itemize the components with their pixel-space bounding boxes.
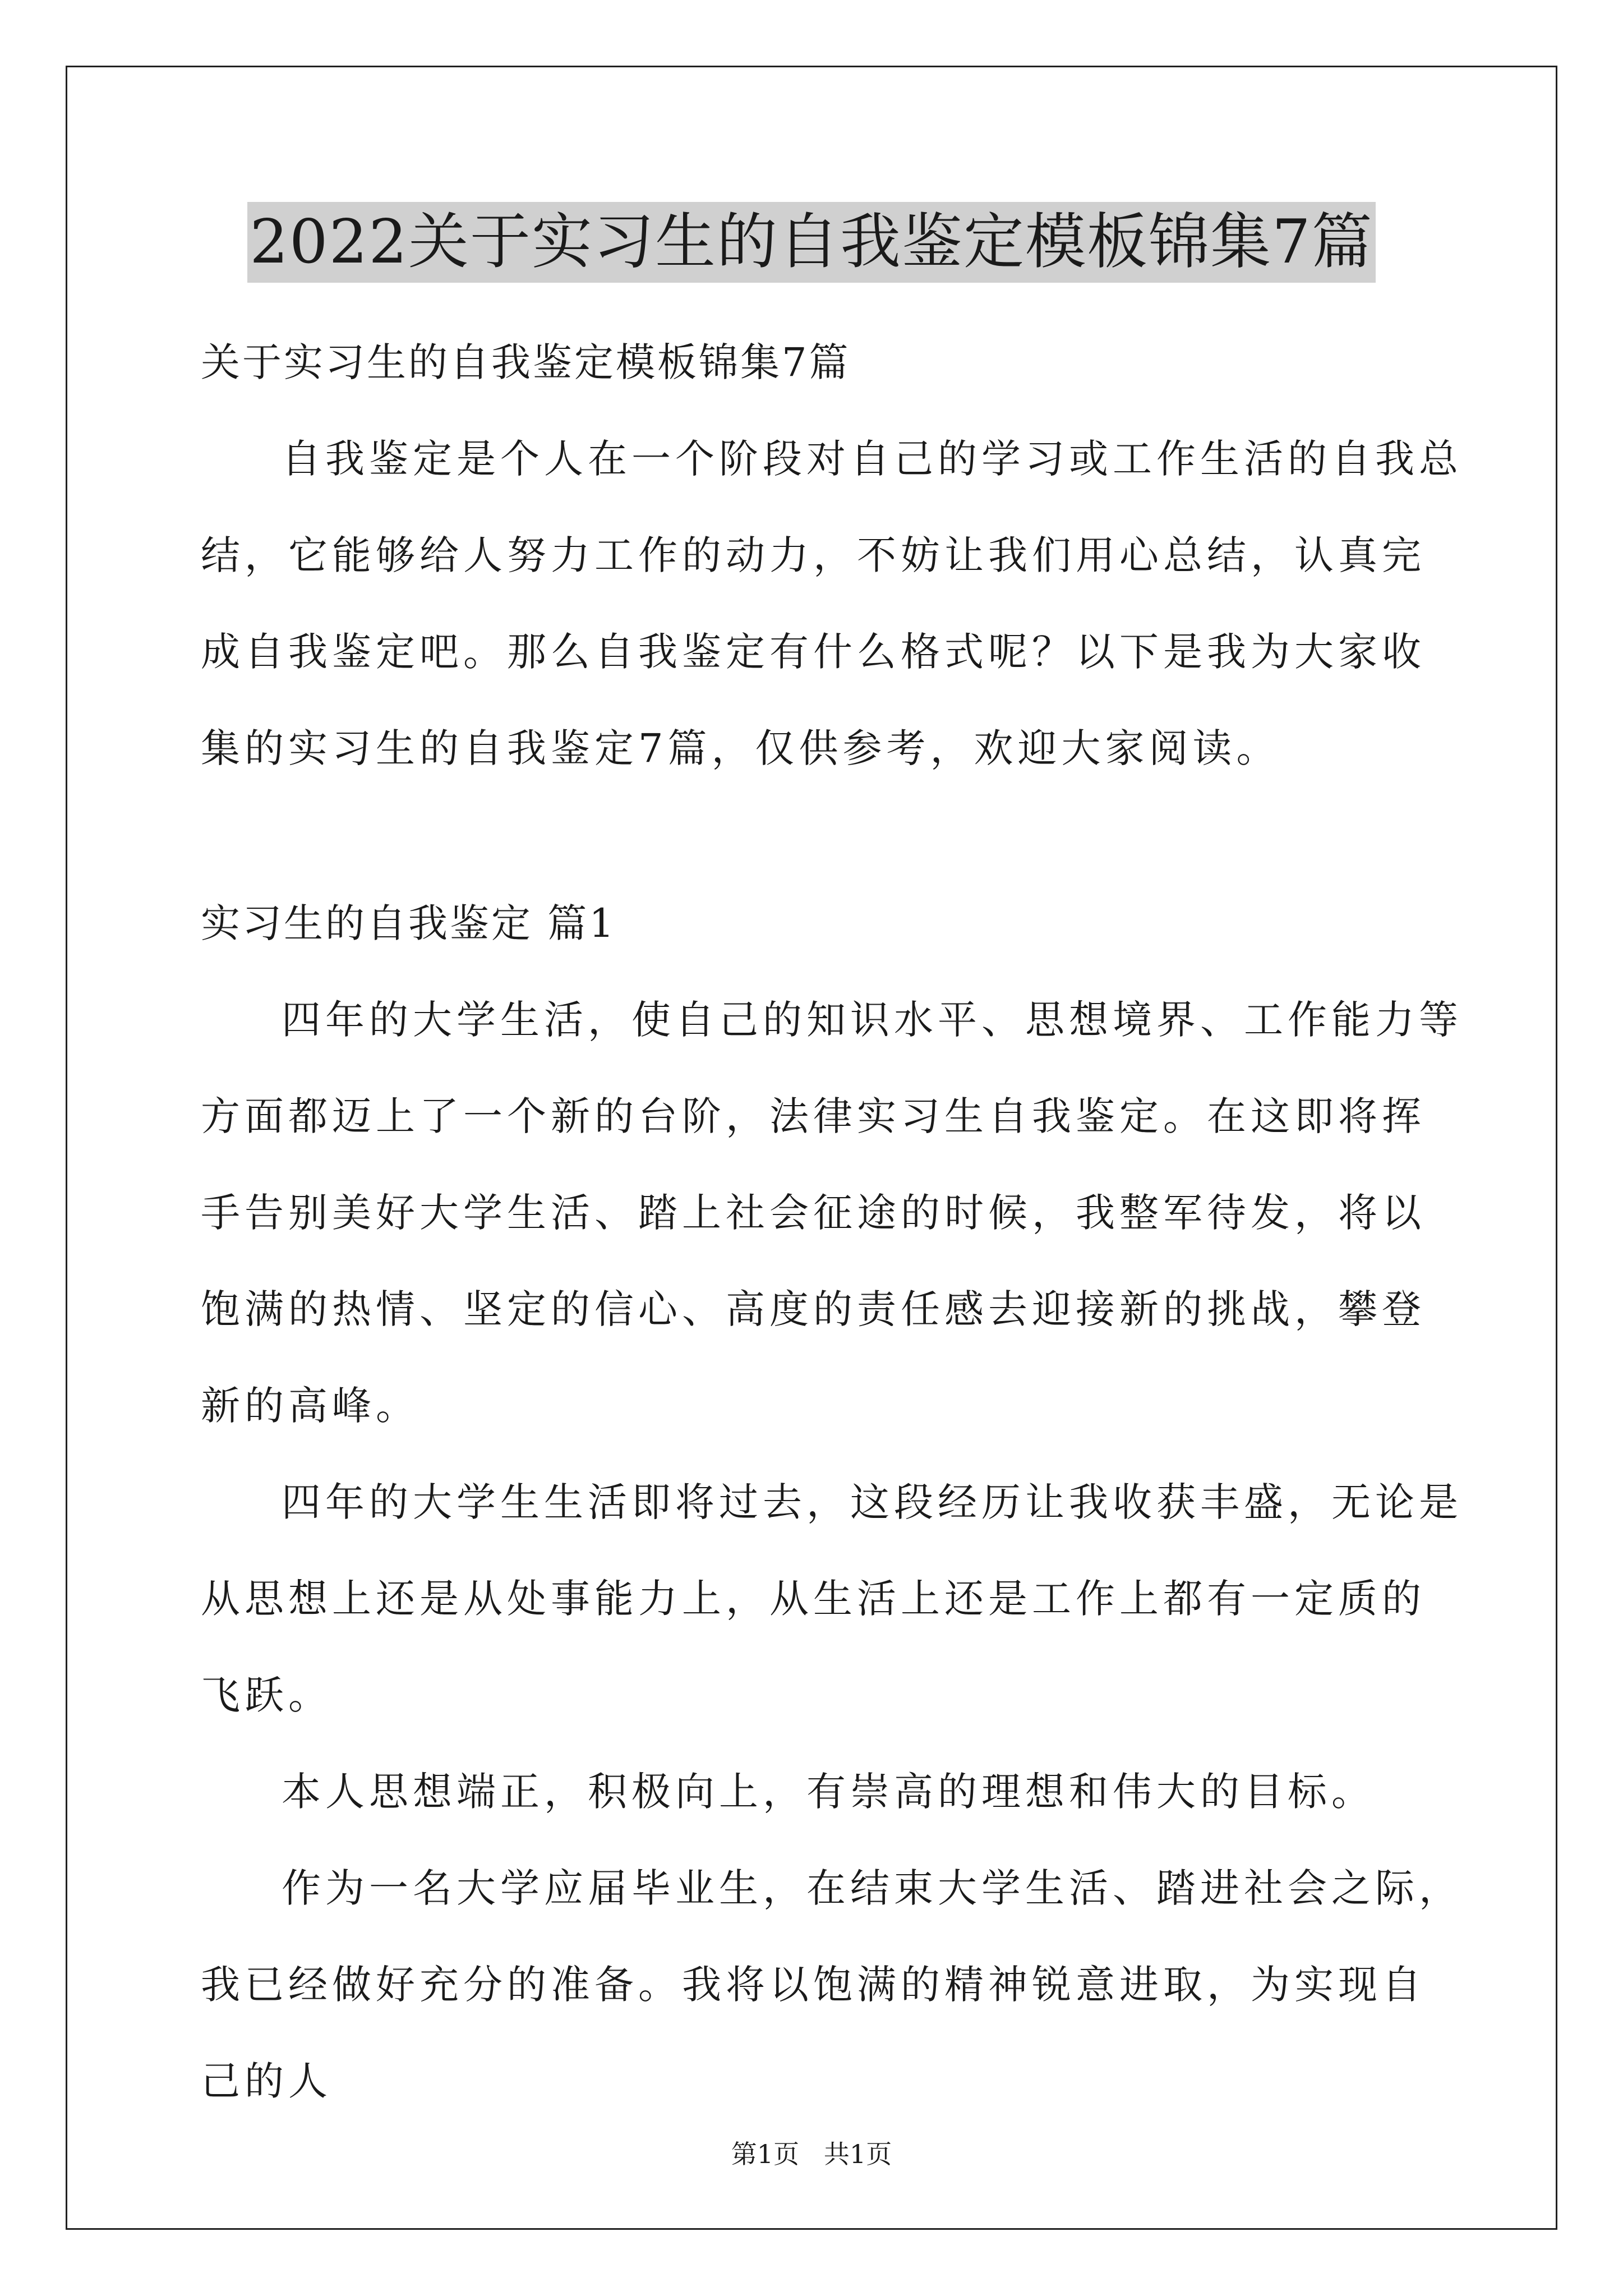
- document-body: [201, 314, 1463, 2129]
- section-gap: [201, 797, 1463, 875]
- intro-paragraph: 自我鉴定是个人在一个阶段对自己的学习或工作生活的自我总结，它能够给人努力工作的动力，不妨让我们用心总结，认真完成自我鉴定吧。那么自我鉴定有什么格式呢？以下是我为大家收集的实习生的自我鉴定7篇，仅供参考，欢迎大家阅读。: [201, 436, 1463, 771]
- document-subtitle: 关于实习生的自我鉴定模板锦集7篇: [201, 339, 851, 385]
- body-paragraph: 作为一名大学应届毕业生，在结束大学生活、踏进社会之际，我已经做好充分的准备。我将以饱满的精神锐意进取，为实现自己的人: [201, 1865, 1463, 2104]
- section-heading: 实习生的自我鉴定 篇1: [201, 900, 616, 946]
- document-title: 2022关于实习生的自我鉴定模板锦集7篇: [247, 202, 1376, 283]
- body-paragraph: 四年的大学生活，使自己的知识水平、思想境界、工作能力等方面都迈上了一个新的台阶，法律实习生自我鉴定。在这即将挥手告别美好大学生活、踏上社会征途的时候，我整军待发，将以饱满的热情、坚定的信心、高度的责任感去迎接新的挑战，攀登新的高峰。: [201, 997, 1463, 1429]
- body-paragraph: 四年的大学生生活即将过去，这段经历让我收获丰盛，无论是从思想上还是从处事能力上，从生活上还是工作上都有一定质的飞跃。: [201, 1479, 1463, 1718]
- page-footer: 第1页 共1页: [731, 2139, 892, 2169]
- title-container: [0, 202, 1623, 283]
- body-paragraph: 本人思想端正，积极向上，有崇高的理想和伟大的目标。: [282, 1769, 1375, 1815]
